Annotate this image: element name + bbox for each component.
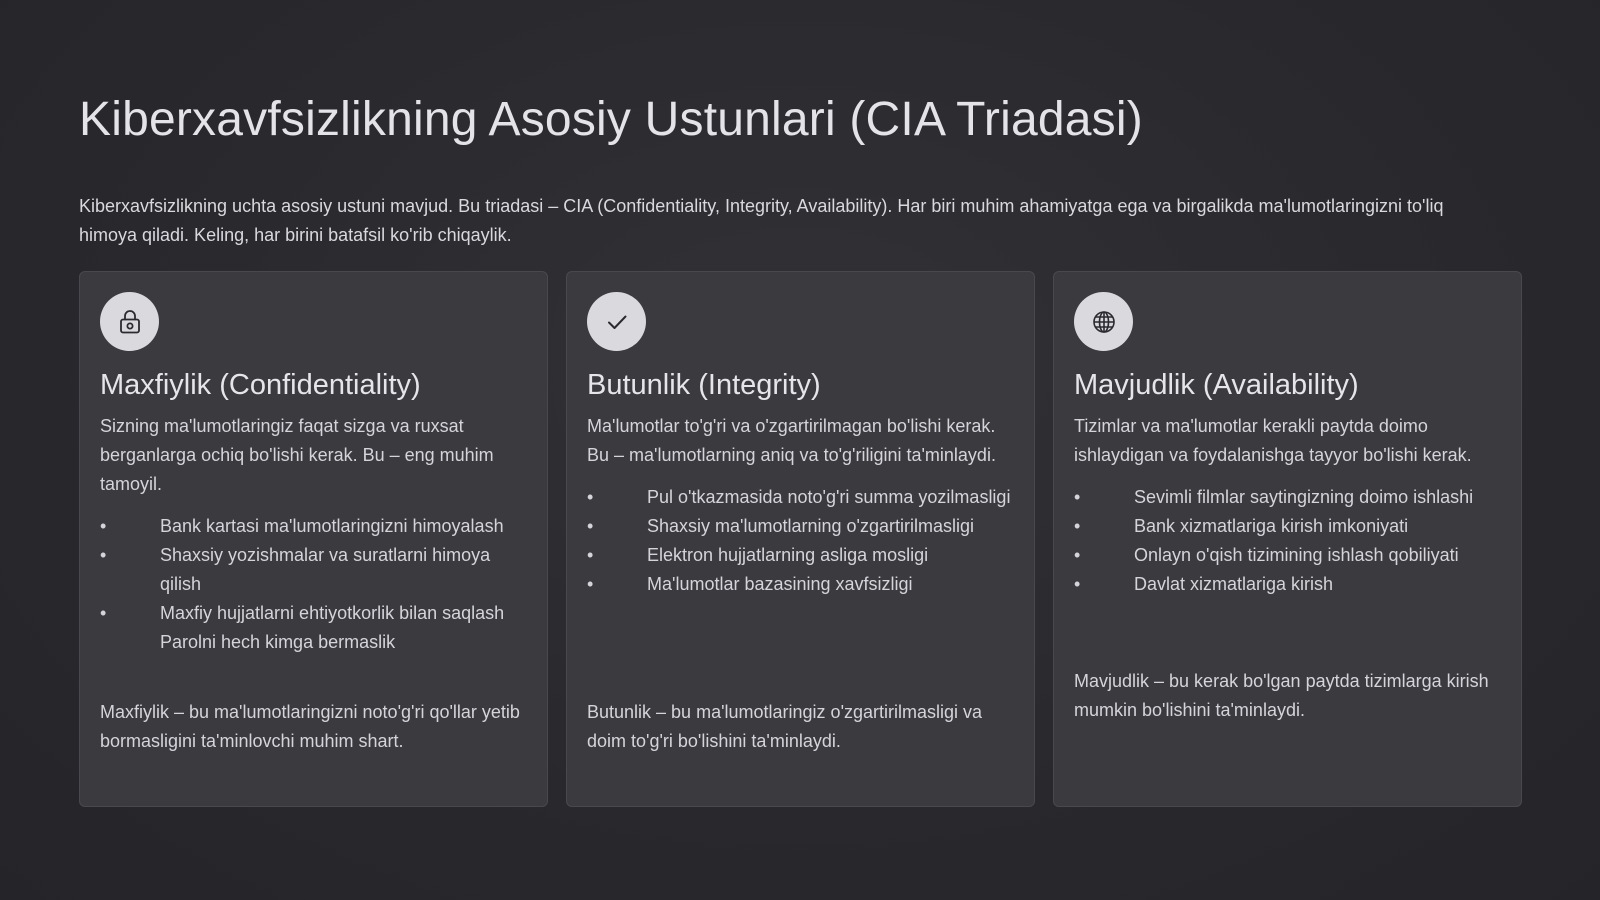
- card-description: Ma'lumotlar to'g'ri va o'zgartirilmagan bo'lishi kerak. Bu – ma'lumotlarning aniq va to'g'riligini ta'minlaydi.: [587, 416, 996, 465]
- card-availability: [1053, 271, 1522, 807]
- card-description: Tizimlar va ma'lumotlar kerakli paytda doimo ishlaydigan va foydalanishga tayyor bo'lishi kerak.: [1074, 416, 1472, 465]
- list-item: • Bank kartasi ma'lumotlaringizni himoyalash: [100, 516, 504, 536]
- list-item: • Elektron hujjatlarning asliga mosligi: [587, 545, 929, 565]
- card-title: Butunlik (Integrity): [587, 369, 821, 401]
- list-item: • Shaxsiy yozishmalar va suratlarni himoya qilish: [100, 545, 491, 594]
- cards-container: [79, 271, 1522, 807]
- card-title: Maxfiylik (Confidentiality): [100, 369, 421, 401]
- globe-icon: [1074, 292, 1133, 351]
- card-description: Sizning ma'lumotlaringiz faqat sizga va ruxsat berganlarga ochiq bo'lishi kerak. Bu – eng muhim tamoyil.: [100, 416, 494, 494]
- card-footer: Butunlik – bu ma'lumotlaringiz o'zgartirilmasligi va doim to'g'ri bo'lishini ta'minlaydi.: [587, 702, 983, 751]
- list-item: • Onlayn o'qish tizimining ishlash qobiliyati: [1074, 545, 1459, 565]
- list-item: • Ma'lumotlar bazasining xavfsizligi: [587, 574, 913, 594]
- list-item: Parolni hech kimga bermaslik: [160, 632, 396, 652]
- card-footer: Maxfiylik – bu ma'lumotlaringizni noto'g'ri qo'llar yetib bormasligini ta'minlovchi muhim shart.: [100, 702, 520, 751]
- list-item: • Pul o'tkazmasida noto'g'ri summa yozilmasligi: [587, 487, 1011, 507]
- bullet-list: [100, 512, 527, 657]
- list-item: • Maxfiy hujjatlarni ehtiyotkorlik bilan saqlash: [100, 603, 505, 623]
- card-confidentiality: [79, 271, 548, 807]
- intro-text: Kiberxavfsizlikning uchta asosiy ustuni mavjud. Bu triadasi – CIA (Confidentiality, Integrity, Availability). Har biri muhim ahamiyatga ega va birgalikda ma'lumotlaringizni to'liq himoya qiladi. Keling, har birini batafsil ko'rib chiqaylik.: [79, 196, 1444, 245]
- checkmark-icon: [587, 292, 646, 351]
- card-title: Mavjudlik (Availability): [1074, 369, 1359, 401]
- page-title: Kiberxavfsizlikning Asosiy Ustunlari (CIA Triadasi): [79, 93, 1143, 146]
- list-item: • Bank xizmatlariga kirish imkoniyati: [1074, 516, 1409, 536]
- bullet-list: [587, 483, 1014, 599]
- lock-icon: [100, 292, 159, 351]
- list-item: • Sevimli filmlar saytingizning doimo ishlashi: [1074, 487, 1474, 507]
- bullet-list: [1074, 483, 1501, 599]
- card-integrity: [566, 271, 1035, 807]
- list-item: • Davlat xizmatlariga kirish: [1074, 574, 1334, 594]
- list-item: • Shaxsiy ma'lumotlarning o'zgartirilmasligi: [587, 516, 974, 536]
- card-footer: Mavjudlik – bu kerak bo'lgan paytda tizimlarga kirish mumkin bo'lishini ta'minlaydi.: [1074, 671, 1489, 720]
